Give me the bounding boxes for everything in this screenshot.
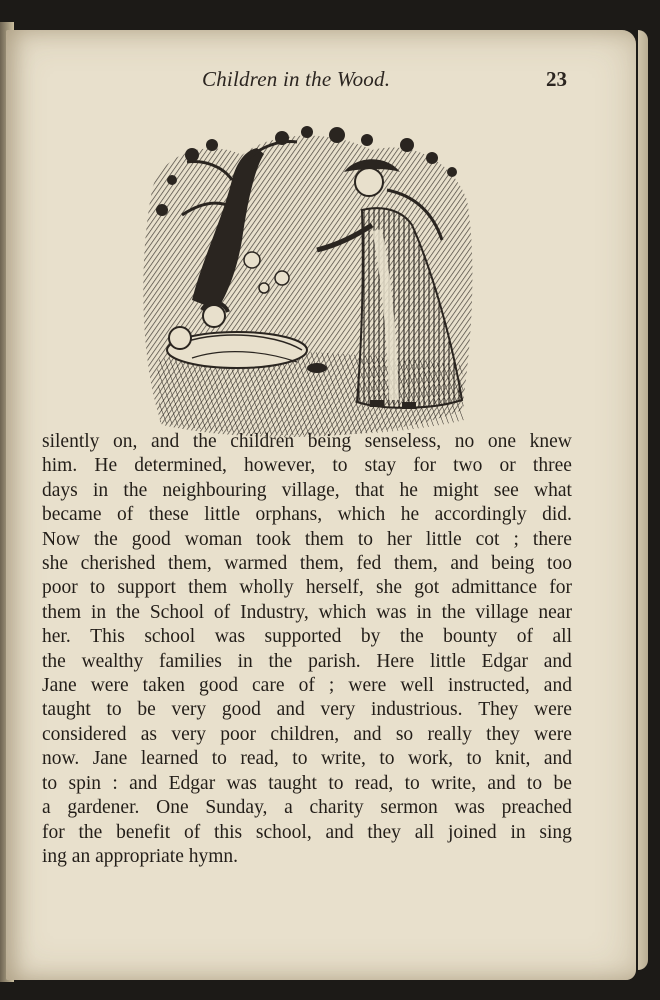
text-line: to spin : and Edgar was taught to read, to write, and to be [42,772,572,794]
text-line: days in the neighbouring village, that he might see what [42,479,572,501]
text-line: now. Jane learned to read, to write, to work, to knit, and [42,748,572,770]
text-line: the wealthy families in the parish. Here little Edgar and [42,650,572,672]
text-line: them in the School of Industry, which was in the village near [42,601,572,623]
text-line: poor to support them wholly herself, she got admittance for [42,577,572,599]
text-line: him. He determined, however, to stay for two or three [42,455,572,477]
running-head: Children in the Wood. [202,67,391,91]
page-number: 23 [546,67,567,91]
body-text [42,430,572,869]
text-line: became of these little orphans, which he accordingly did. [42,504,572,526]
woodcut-illustration [132,110,482,445]
text-line: her. This school was supported by the bounty of all [42,626,572,648]
text-line: considered as very poor children, and so really they were [42,723,572,745]
text-line: silently on, and the children being senseless, no one knew [42,431,572,452]
text-line: she cherished them, warmed them, fed them, and being too [42,553,572,575]
page-edge [638,30,648,970]
text-line: Jane were taken good care of ; were well instructed, and [42,675,572,697]
text-line: taught to be very good and very industrious. They were [42,699,572,721]
text-line: ing an appropriate hymn. [42,845,239,867]
text-line: for the benefit of this school, and they all joined in sing [42,821,572,843]
text-line: a gardener. One Sunday, a charity sermon was preached [42,797,572,819]
text-line: Now the good woman took them to her little cot ; there [42,528,572,550]
book-page [6,30,636,980]
